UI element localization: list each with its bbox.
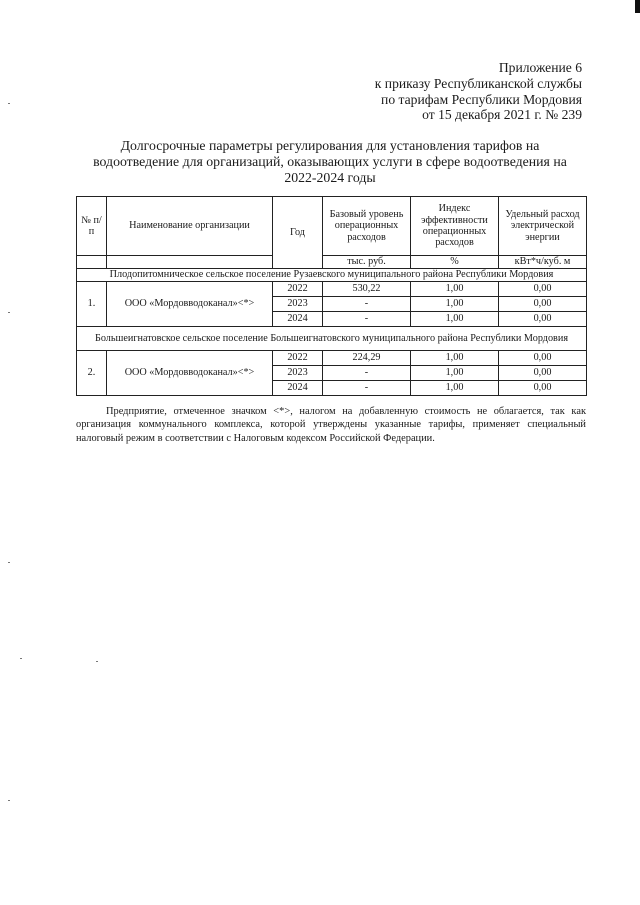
base-level-cell: - bbox=[323, 312, 411, 327]
row-number: 2. bbox=[77, 351, 107, 396]
scan-speck bbox=[96, 661, 98, 662]
year-cell: 2023 bbox=[273, 366, 323, 381]
base-level-cell: - bbox=[323, 366, 411, 381]
year-cell: 2022 bbox=[273, 351, 323, 366]
energy-consumption-cell: 0,00 bbox=[499, 381, 587, 396]
energy-consumption-cell: 0,00 bbox=[499, 297, 587, 312]
unit-efficiency-index: % bbox=[411, 256, 499, 269]
energy-consumption-cell: 0,00 bbox=[499, 351, 587, 366]
scan-speck bbox=[8, 562, 10, 563]
unit-empty bbox=[77, 256, 107, 269]
energy-consumption-cell: 0,00 bbox=[499, 366, 587, 381]
scan-speck bbox=[8, 800, 10, 801]
efficiency-index-cell: 1,00 bbox=[411, 282, 499, 297]
document-header bbox=[375, 60, 582, 123]
table-units-row bbox=[77, 256, 587, 269]
base-level-cell: 530,22 bbox=[323, 282, 411, 297]
base-level-cell: 224,29 bbox=[323, 351, 411, 366]
unit-energy-consumption: кВт*ч/куб. м bbox=[499, 256, 587, 269]
year-cell: 2023 bbox=[273, 297, 323, 312]
section-title: Плодопитомническое сельское поселение Рузаевского муниципального района Республики Мордовия bbox=[77, 269, 587, 282]
scan-speck bbox=[8, 312, 10, 313]
year-cell: 2022 bbox=[273, 282, 323, 297]
order-issuer-line2: по тарифам Республики Мордовия bbox=[381, 91, 582, 107]
regulation-parameters-table bbox=[76, 196, 587, 396]
section-header-row bbox=[77, 269, 587, 282]
header-energy-consumption: Удельный расход электрической энергии bbox=[499, 197, 587, 256]
document-title bbox=[60, 138, 600, 185]
unit-base-level: тыс. руб. bbox=[323, 256, 411, 269]
header-num: № п/п bbox=[77, 197, 107, 256]
year-cell: 2024 bbox=[273, 312, 323, 327]
tax-footnote: Предприятие, отмеченное значком <*>, налогом на добавленную стоимость не облагается, так как организация коммунального комплекса, которой утверждены указанные тарифы, применяет специальный налоговый режим в соответствии с Налоговым кодексом Российской Федерации. bbox=[76, 406, 586, 444]
header-base-level: Базовый уровень операционных расходов bbox=[323, 197, 411, 256]
organization-name: ООО «Мордовводоканал»<*> bbox=[107, 351, 273, 396]
base-level-cell: - bbox=[323, 297, 411, 312]
table-header-row bbox=[77, 197, 587, 256]
header-year: Год bbox=[273, 197, 323, 269]
organization-name: ООО «Мордовводоканал»<*> bbox=[107, 282, 273, 327]
efficiency-index-cell: 1,00 bbox=[411, 312, 499, 327]
row-number: 1. bbox=[77, 282, 107, 327]
title-line-2: водоотведение для организаций, оказывающих услуги в сфере водоотведения на bbox=[93, 153, 567, 169]
year-cell: 2024 bbox=[273, 381, 323, 396]
header-organization: Наименование организации bbox=[107, 197, 273, 256]
title-line-1: Долгосрочные параметры регулирования для установления тарифов на bbox=[120, 138, 540, 153]
scan-corner-mark bbox=[635, 0, 640, 13]
section-header-row bbox=[77, 327, 587, 351]
appendix-number: Приложение 6 bbox=[498, 60, 582, 75]
energy-consumption-cell: 0,00 bbox=[499, 312, 587, 327]
efficiency-index-cell: 1,00 bbox=[411, 381, 499, 396]
base-level-cell: - bbox=[323, 381, 411, 396]
efficiency-index-cell: 1,00 bbox=[411, 297, 499, 312]
table-row bbox=[77, 351, 587, 366]
section-title: Большеигнатовское сельское поселение Большеигнатовского муниципального района Республики Мордовия bbox=[77, 327, 587, 351]
efficiency-index-cell: 1,00 bbox=[411, 366, 499, 381]
efficiency-index-cell: 1,00 bbox=[411, 351, 499, 366]
table-row bbox=[77, 282, 587, 297]
title-line-3: 2022-2024 годы bbox=[284, 169, 376, 185]
scan-speck bbox=[8, 103, 10, 104]
energy-consumption-cell: 0,00 bbox=[499, 282, 587, 297]
order-issuer-line1: к приказу Республиканской службы bbox=[374, 75, 582, 91]
unit-empty bbox=[107, 256, 273, 269]
header-efficiency-index: Индекс эффективности операционных расходов bbox=[411, 197, 499, 256]
scan-speck bbox=[20, 658, 22, 659]
order-date-number: от 15 декабря 2021 г. № 239 bbox=[422, 107, 582, 123]
